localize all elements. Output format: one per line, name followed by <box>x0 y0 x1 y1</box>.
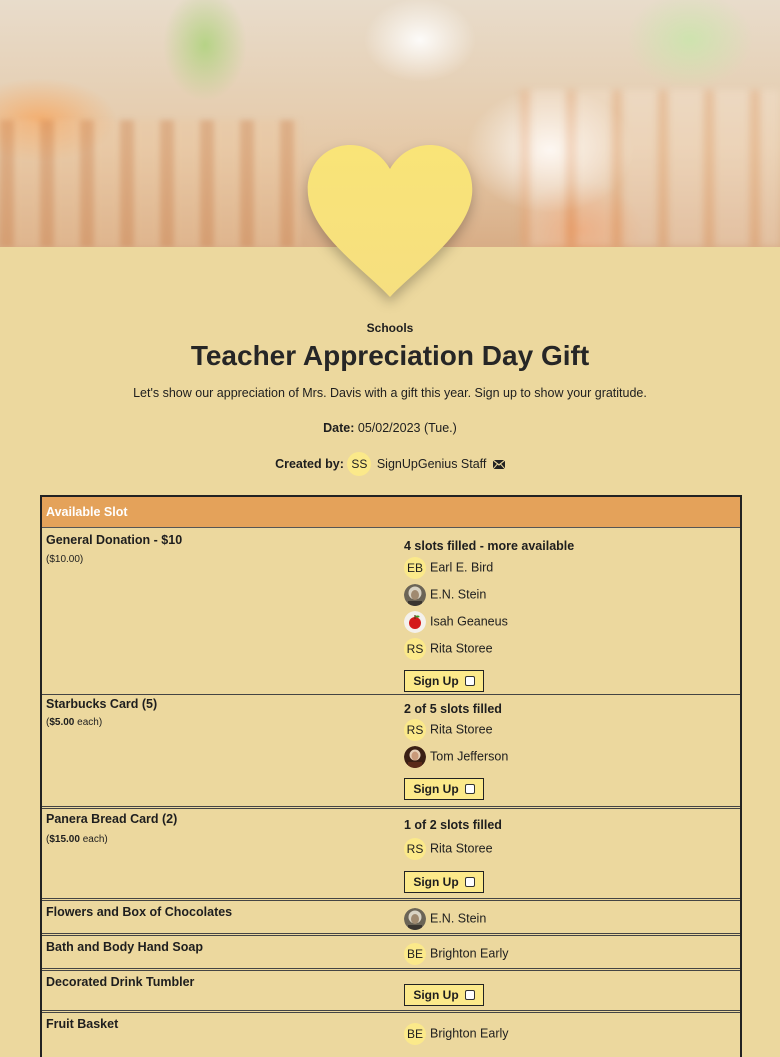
participant-name: Earl E. Bird <box>430 560 494 575</box>
slot-name: General Donation - $10 <box>46 533 183 547</box>
participant-avatar: RS <box>404 719 426 741</box>
slot-name: Decorated Drink Tumbler <box>46 975 195 989</box>
slot-name: Bath and Body Hand Soap <box>46 940 203 954</box>
sign-up-button[interactable] <box>404 984 484 1006</box>
sign-up-label: Sign Up <box>413 674 459 688</box>
page-title: Teacher Appreciation Day Gift <box>190 340 590 371</box>
slot-status: 1 of 2 slots filled <box>404 818 502 832</box>
participant-name: Brighton Early <box>430 946 509 961</box>
table-row <box>42 936 740 971</box>
event-category: Schools <box>366 321 414 335</box>
created-by-label: Created by: <box>275 457 344 471</box>
sign-up-checkbox[interactable] <box>465 676 475 686</box>
sign-up-label: Sign Up <box>413 782 459 796</box>
sign-up-checkbox[interactable] <box>465 990 475 1000</box>
table-row <box>42 695 740 809</box>
sign-up-checkbox[interactable] <box>465 877 475 887</box>
event-description: Let's show our appreciation of Mrs. Davis with a gift this year. Sign up to show your gratitude. <box>133 386 647 400</box>
participant <box>404 906 486 930</box>
participant <box>404 941 509 965</box>
participant-name: Rita Storee <box>430 722 493 737</box>
slot-price: ($5.00 each) <box>46 717 103 728</box>
participant <box>404 636 493 660</box>
slot-price: ($10.00) <box>46 554 84 565</box>
sign-up-button[interactable] <box>404 778 484 800</box>
sign-up-button[interactable] <box>404 670 484 692</box>
participant <box>404 1021 509 1045</box>
table-row <box>42 528 740 695</box>
slot-price-suffix: each <box>77 717 99 728</box>
slot-name: Panera Bread Card (2) <box>46 812 178 826</box>
participant-name: Rita Storee <box>430 841 493 856</box>
slot-price-amount: $5.00 <box>49 717 75 728</box>
slot-status: 4 slots filled - more available <box>404 539 575 553</box>
participant <box>404 744 508 768</box>
slot-price: ($15.00 each) <box>46 834 108 845</box>
envelope-icon[interactable] <box>493 460 505 469</box>
sign-up-label: Sign Up <box>413 988 459 1002</box>
participant <box>404 836 493 860</box>
participant-name: Tom Jefferson <box>430 749 509 764</box>
participant <box>404 555 493 579</box>
slot-price-suffix: each <box>82 834 105 845</box>
participant-avatar: BE <box>404 943 426 965</box>
table-row <box>42 809 740 901</box>
slot-status: 2 of 5 slots filled <box>404 702 502 716</box>
participant-avatar: RS <box>404 838 426 860</box>
table-row <box>42 901 740 936</box>
table-header: Available Slot <box>42 497 740 528</box>
heart-icon <box>306 143 474 299</box>
participant-name: E.N. Stein <box>430 911 487 926</box>
slot-price-amount: $15.00 <box>49 834 80 845</box>
table-row <box>42 1013 740 1053</box>
jefferson-avatar-icon <box>404 746 426 768</box>
participant <box>404 609 508 633</box>
participant-name: Rita Storee <box>430 641 493 656</box>
slot-name: Flowers and Box of Chocolates <box>46 905 233 919</box>
created-by <box>0 452 780 476</box>
event-date <box>0 421 780 435</box>
einstein-avatar-icon <box>404 584 426 606</box>
einstein-avatar-icon <box>404 908 426 930</box>
participant-name: E.N. Stein <box>430 587 487 602</box>
creator-name: SignUpGenius Staff <box>376 457 487 471</box>
slots-table <box>40 495 742 1057</box>
date-label: Date: <box>323 421 355 435</box>
participant-name: Isah Geaneus <box>430 614 508 629</box>
participant-avatar: EB <box>404 557 426 579</box>
participant-avatar: RS <box>404 638 426 660</box>
apple-avatar-icon <box>404 611 426 633</box>
sign-up-checkbox[interactable] <box>465 784 475 794</box>
participant <box>404 582 486 606</box>
table-row <box>42 971 740 1013</box>
participant <box>404 717 493 741</box>
participant-name: Brighton Early <box>430 1026 509 1041</box>
date-value: 05/02/2023 (Tue.) <box>357 421 457 435</box>
slot-name: Fruit Basket <box>46 1017 119 1031</box>
sign-up-label: Sign Up <box>413 875 459 889</box>
slot-name: Starbucks Card (5) <box>46 697 158 711</box>
creator-avatar: SS <box>347 452 371 476</box>
sign-up-button[interactable] <box>404 871 484 893</box>
participant-avatar: BE <box>404 1023 426 1045</box>
